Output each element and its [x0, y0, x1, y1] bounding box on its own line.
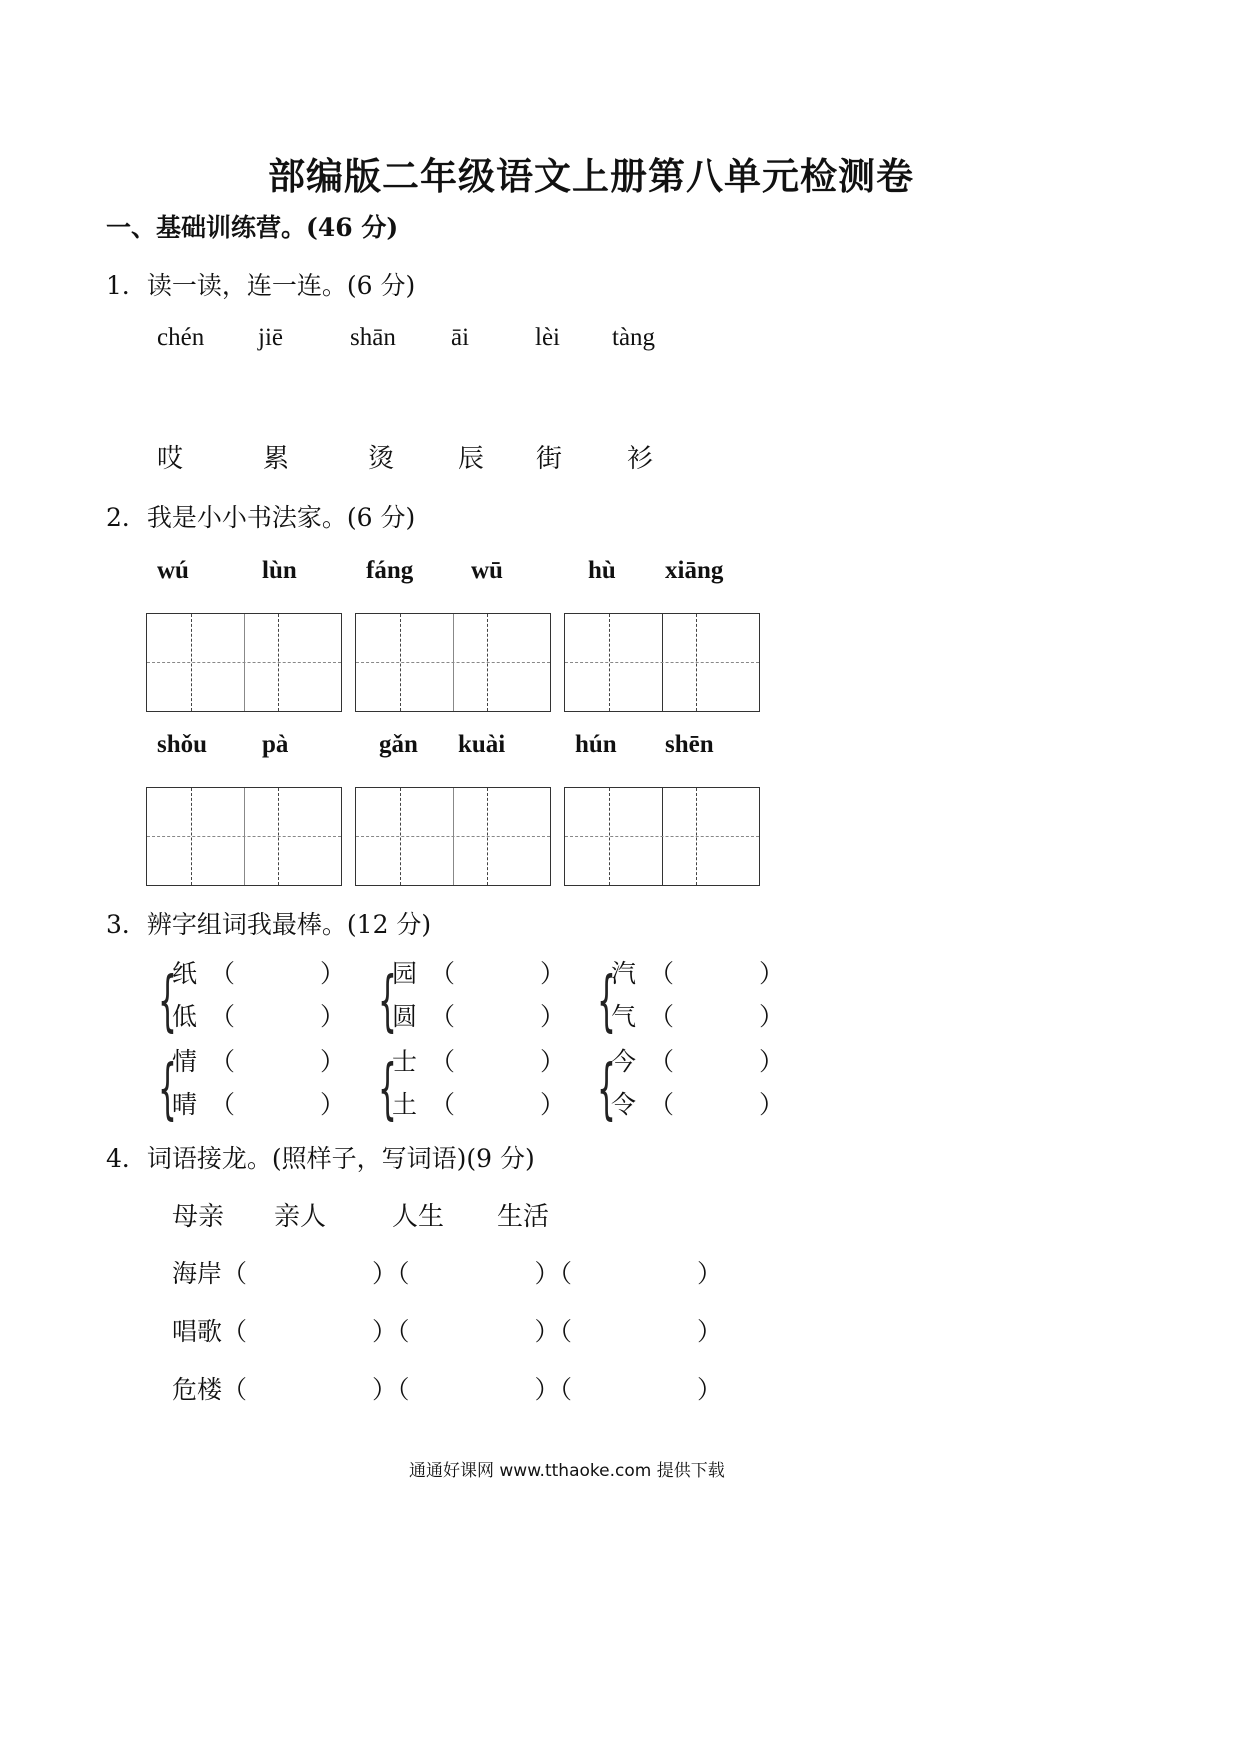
q2-pinyin-2: lùn: [262, 557, 297, 584]
chain-blanks[interactable]: （ ）（ ）（ ）: [222, 1375, 723, 1404]
brace-icon: {: [158, 962, 177, 1039]
pair-char: 园: [392, 959, 418, 988]
chain-blanks[interactable]: （ ）（ ）（ ）: [222, 1259, 723, 1288]
q1-char-4: 辰: [458, 444, 485, 474]
q2-pinyin-8: pà: [262, 731, 289, 758]
q1-pinyin-2: jiē: [258, 324, 283, 351]
pair-char: 情: [172, 1047, 198, 1076]
q1-pinyin-6: tàng: [612, 324, 656, 351]
writing-grid[interactable]: [355, 613, 551, 712]
pair-char: 今: [611, 1047, 637, 1076]
example-word-2: 亲人: [274, 1202, 327, 1232]
q1-pinyin-3: shān: [350, 324, 396, 351]
q2-pinyin-9: gǎn: [379, 731, 418, 758]
q1-pinyin-1: chén: [157, 324, 205, 351]
example-word-1: 母亲: [172, 1202, 225, 1232]
brace-icon: {: [378, 962, 397, 1039]
page-title: 部编版二年级语文上册第八单元检测卷: [268, 154, 914, 198]
brace-icon: {: [378, 1050, 397, 1127]
pair-char: 令: [611, 1090, 637, 1119]
pair-char: 纸: [172, 959, 198, 988]
pair-char: 圆: [392, 1002, 418, 1031]
brace-icon: {: [158, 1050, 177, 1127]
q2-pinyin-10: kuài: [458, 731, 506, 758]
writing-grid[interactable]: [146, 613, 342, 712]
example-word-4: 生活: [497, 1202, 550, 1232]
chain-start-word: 危楼: [172, 1375, 223, 1404]
footer-source: 通通好课网 www.tthaoke.com 提供下载: [409, 1461, 725, 1481]
section-heading: 一、基础训练营。(46 分): [106, 213, 399, 242]
q2-pinyin-5: hù: [588, 557, 616, 584]
q1-pinyin-4: āi: [451, 324, 470, 351]
q1-char-5: 街: [536, 444, 563, 474]
question-3-label: 3．辨字组词我最棒。(12 分): [106, 910, 432, 939]
q1-char-1: 哎: [157, 444, 184, 474]
q1-char-3: 烫: [368, 444, 395, 474]
question-1-label: 1．读一读，连一连。(6 分): [106, 271, 416, 300]
chain-start-word: 海岸: [172, 1259, 223, 1288]
q2-pinyin-6: xiāng: [665, 557, 724, 584]
q2-pinyin-7: shǒu: [157, 731, 208, 758]
writing-grid[interactable]: [146, 787, 342, 886]
writing-grid[interactable]: [355, 787, 551, 886]
word-chain-row: [172, 1312, 722, 1348]
writing-grid[interactable]: [564, 787, 760, 886]
pair-char: 土: [392, 1090, 418, 1119]
q2-pinyin-3: fáng: [366, 557, 414, 584]
q2-pinyin-12: shēn: [665, 731, 714, 758]
word-chain-row: [172, 1370, 722, 1406]
question-4-label: 4．词语接龙。(照样子，写词语)(9 分): [106, 1144, 535, 1173]
chain-blanks[interactable]: （ ）（ ）（ ）: [222, 1317, 723, 1346]
pair-char: 气: [611, 1002, 637, 1031]
pair-char: 士: [392, 1047, 418, 1076]
brace-icon: {: [597, 1050, 616, 1127]
pair-char: 低: [172, 1002, 198, 1031]
q2-pinyin-11: hún: [575, 731, 617, 758]
q2-pinyin-1: wú: [157, 557, 189, 584]
q2-pinyin-4: wū: [471, 557, 503, 584]
q1-char-2: 累: [263, 444, 290, 474]
q1-char-6: 衫: [627, 444, 654, 474]
example-word-3: 人生: [392, 1202, 445, 1232]
writing-grid[interactable]: [564, 613, 760, 712]
chain-start-word: 唱歌: [172, 1317, 223, 1346]
q1-pinyin-5: lèi: [535, 324, 560, 351]
pair-char: 晴: [172, 1090, 198, 1119]
word-chain-row: [172, 1254, 722, 1290]
question-2-label: 2．我是小小书法家。(6 分): [106, 503, 416, 532]
pair-char: 汽: [611, 959, 637, 988]
brace-icon: {: [597, 962, 616, 1039]
